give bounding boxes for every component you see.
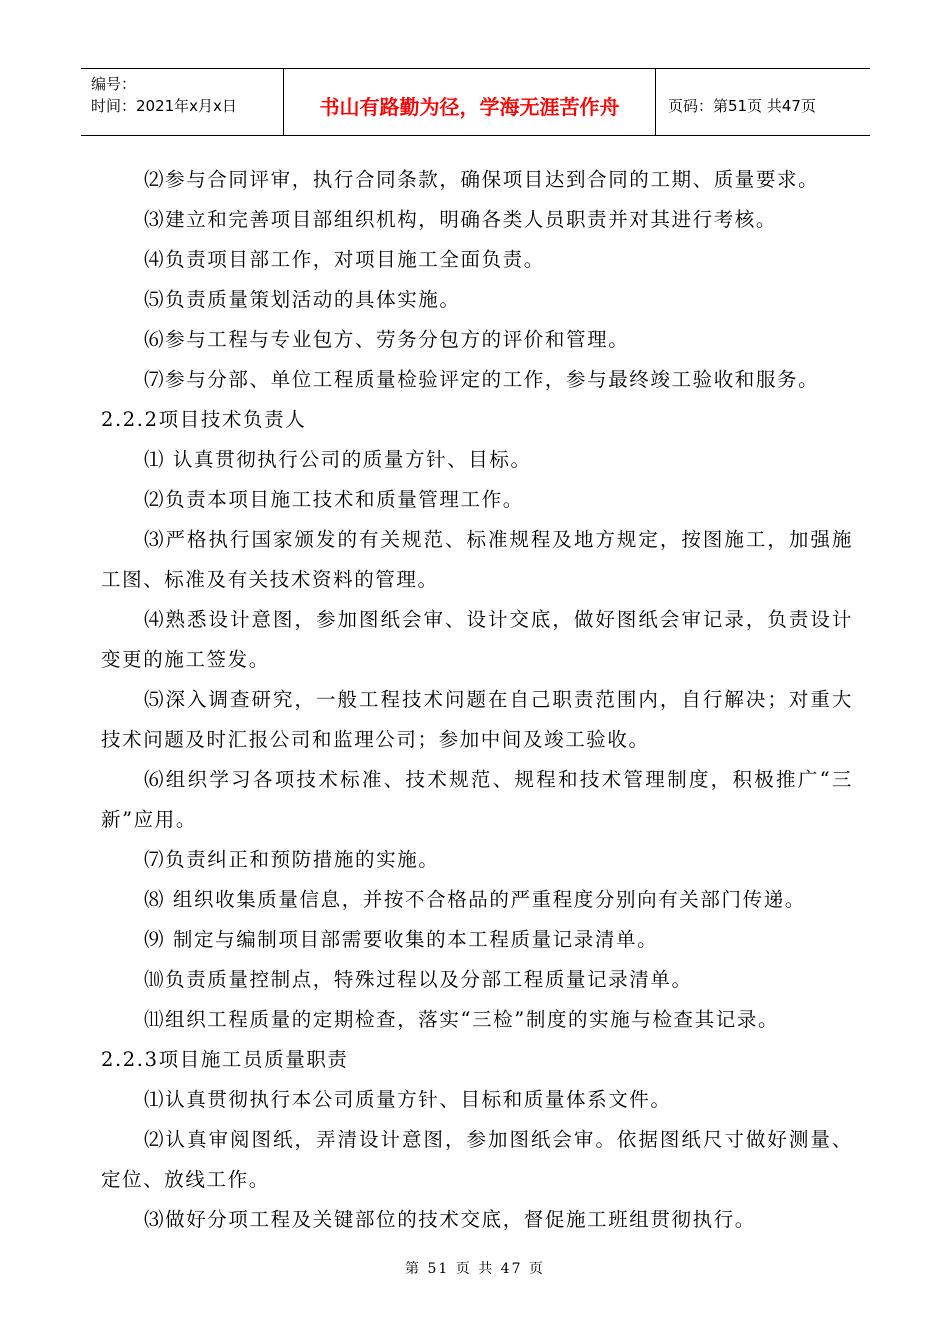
- body-paragraph: ⑸深入调查研究，一般工程技术问题在自己职责范围内，自行解决；对重大技术问题及时汇报公司和监理公司；参加中间及竣工验收。: [101, 688, 853, 751]
- body-paragraph: ⑺参与分部、单位工程质量检验评定的工作，参与最终竣工验收和服务。: [144, 368, 820, 391]
- body-paragraph: ⑾组织工程质量的定期检查，落实“三检”制度的实施与检查其记录。: [144, 1008, 780, 1031]
- section-heading: 2.2.3项目施工员质量职责: [101, 1048, 349, 1071]
- body-paragraph: ⑹参与工程与专业包方、劳务分包方的评价和管理。: [144, 328, 630, 351]
- header-motto-cell: [284, 69, 656, 135]
- body-paragraph: ⑺负责纠正和预防措施的实施。: [144, 848, 440, 871]
- body-paragraph: ⑹组织学习各项技术标准、技术规范、规程和技术管理制度，积极推广“三新”应用。: [101, 768, 853, 831]
- header-motto: 书山有路勤为径，学海无涯苦作舟: [319, 94, 620, 119]
- body-paragraph: ⑶建立和完善项目部组织机构，明确各类人员职责并对其进行考核。: [144, 208, 778, 231]
- document-time-label: 时间：2021年x月x日: [91, 97, 237, 115]
- body-paragraph: ⑸负责质量策划活动的具体实施。: [144, 288, 461, 311]
- body-paragraph: ⑵负责本项目施工技术和质量管理工作。: [144, 488, 524, 511]
- body-paragraph: ⑶做好分项工程及关键部位的技术交底，督促施工班组贯彻执行。: [144, 1208, 756, 1231]
- header-table: [81, 68, 870, 136]
- header-page-cell: [656, 69, 870, 135]
- body-paragraph: ⑴ 认真贯彻执行公司的质量方针、目标。: [144, 448, 532, 471]
- body-paragraph: ⑷熟悉设计意图，参加图纸会审、设计交底，做好图纸会审记录，负责设计变更的施工签发。: [101, 608, 853, 671]
- body-paragraph: ⑶严格执行国家颁发的有关规范、标准规程及地方规定，按图施工，加强施工图、标准及有关技术资料的管理。: [101, 528, 853, 591]
- page-footer: 第 51 页 共 47 页: [405, 1261, 545, 1277]
- header-info-cell: [81, 69, 284, 135]
- document-body: [101, 160, 853, 1240]
- body-paragraph: ⑼ 制定与编制项目部需要收集的本工程质量记录清单。: [144, 928, 659, 951]
- body-paragraph: ⑻ 组织收集质量信息，并按不合格品的严重程度分别向有关部门传递。: [144, 888, 806, 911]
- header-page-code: 页码：第51页 共47页: [668, 96, 816, 115]
- body-paragraph: ⑽负责质量控制点，特殊过程以及分部工程质量记录清单。: [144, 968, 693, 991]
- body-paragraph: ⑴认真贯彻执行本公司质量方针、目标和质量体系文件。: [144, 1088, 672, 1111]
- body-paragraph: ⑵认真审阅图纸，弄清设计意图，参加图纸会审。依据图纸尺寸做好测量、定位、放线工作。: [101, 1128, 853, 1191]
- body-paragraph: ⑵参与合同评审，执行合同条款，确保项目达到合同的工期、质量要求。: [144, 168, 820, 191]
- body-paragraph: ⑷负责项目部工作，对项目施工全面负责。: [144, 248, 545, 271]
- document-number-label: 编号：: [91, 75, 137, 93]
- section-heading: 2.2.2项目技术负责人: [101, 408, 307, 431]
